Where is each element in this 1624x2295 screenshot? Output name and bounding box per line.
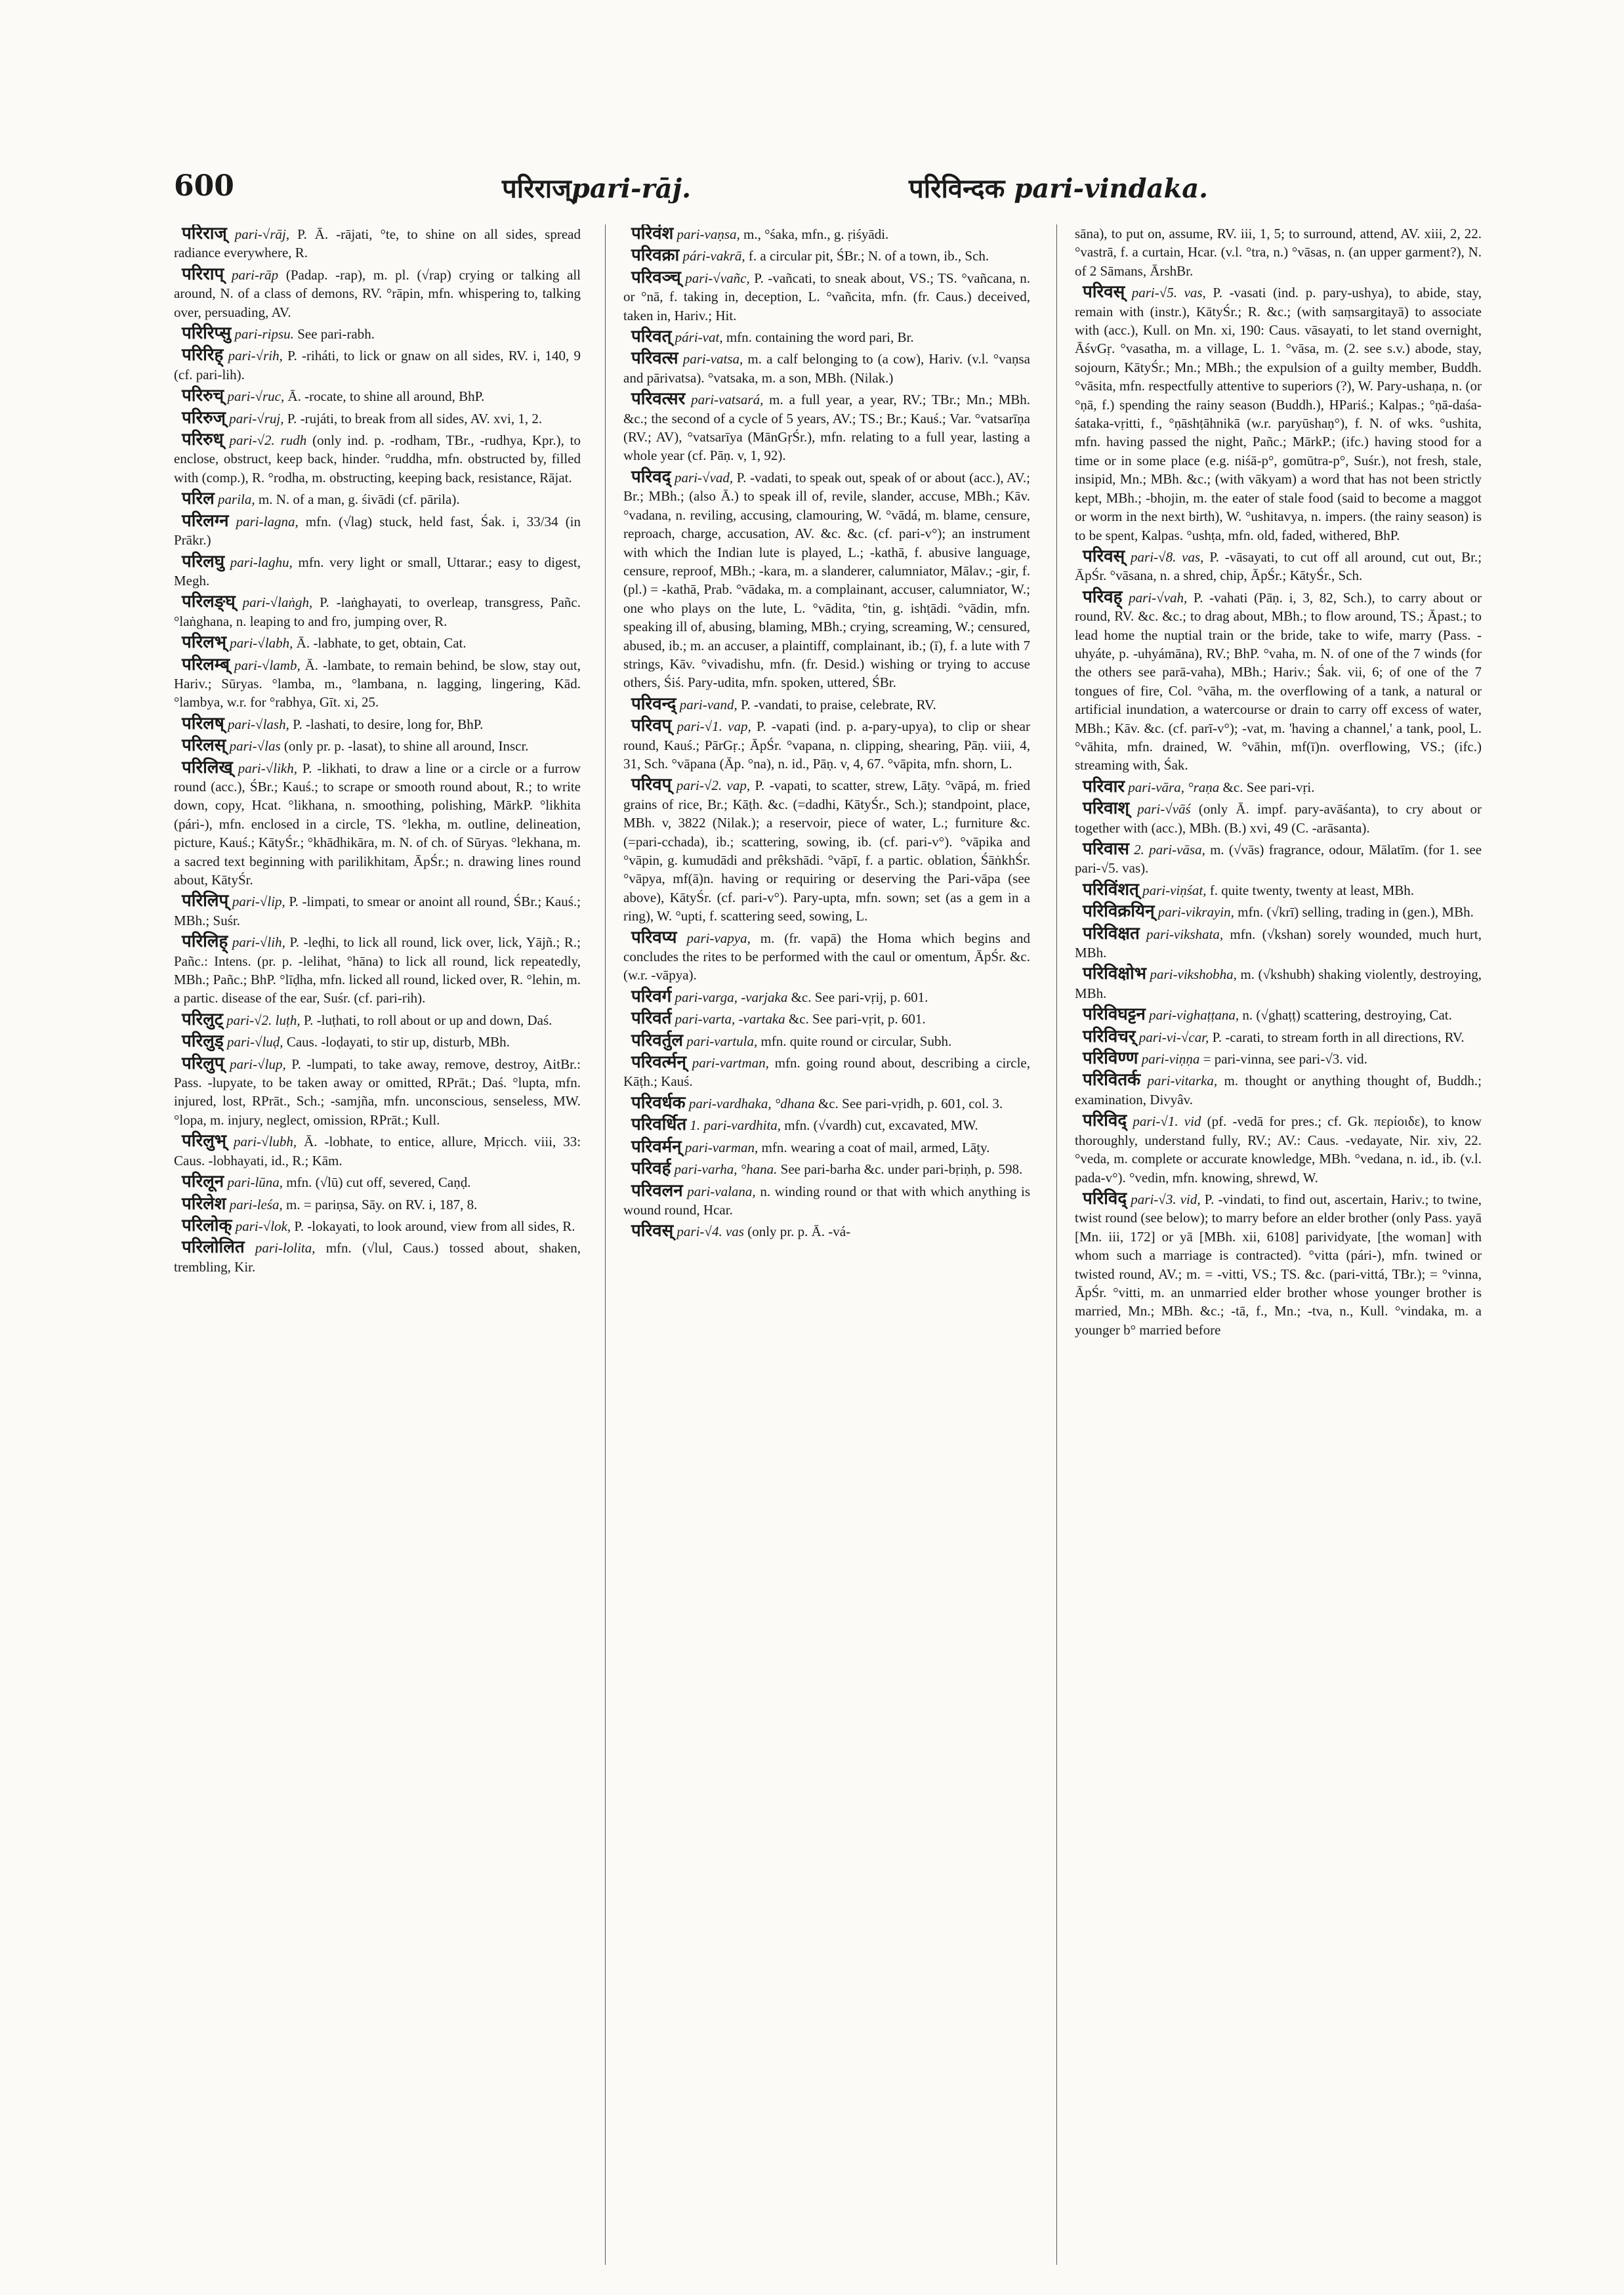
- dictionary-entry: [174, 1132, 581, 1170]
- definition-text: P. -vapati (ind. p. a-pary-upya), to clip or shear round, Kauś.; PārGṛ.; ĀpŚr. °vapana, n. clipping, shearing, Pāṇ. viii, 4, 31, Sch. °vāpana (Āp. °na), n. id., Pāṇ. v, 4, 67. °vāpita, mfn. shorn, L.: [623, 718, 1030, 772]
- definition-text: See pari-rabh.: [297, 326, 375, 342]
- headword-devanagari: परिविक्षोभ: [1083, 964, 1146, 983]
- column-2: [623, 224, 1030, 2265]
- definition-text: m. (√kshubh) shaking violently, destroying, MBh.: [1075, 966, 1482, 1001]
- headword-devanagari: परिवर्मन्: [631, 1136, 682, 1156]
- headword-transliteration: pari-viṇśat,: [1142, 882, 1207, 898]
- dictionary-entry: [1075, 588, 1482, 775]
- headword-transliteration: pari-vikshobha,: [1150, 966, 1237, 983]
- headword-transliteration: pari-√labh,: [230, 635, 293, 651]
- dictionary-entry: [623, 1182, 1030, 1220]
- headword-transliteration: pari-√las: [229, 738, 281, 755]
- dictionary-entry: [623, 268, 1030, 325]
- headword-transliteration: 1. pari-vardhita,: [690, 1117, 781, 1134]
- headword-transliteration: pari-√2. luṭh,: [226, 1012, 301, 1028]
- dictionary-entry: [1075, 283, 1482, 545]
- headword-transliteration: pari-leśa,: [229, 1196, 283, 1212]
- dictionary-entry: [174, 346, 581, 384]
- headword-devanagari: परिवन्द्: [631, 693, 677, 713]
- headword-transliteration: pari-vartman,: [692, 1055, 769, 1071]
- headword-transliteration: 2. pari-vāsa,: [1134, 842, 1205, 858]
- definition-text: P. -vasati (ind. p. pary-ushya), to abide, stay, remain with (instr.), KātyŚr.; R. &c.; (with saṃsargitayā) to associate with (acc.), Kull. on Mn. xi, 190: Caus. vāsayati, to let stand overnight, ĀśvGṛ. °vasatha, m. a village, L. 1. °vāsa, m. (2. see s.v.) abode, stay, sojourn, KātyŚr.; Mn.; MBh.; the expulsion of a guilty member, Buddh. °vāsita, mfn. respectfully attentive to superiors (?), W. Pary-ushaṇa, n. (or °ṇā, f.) spending the rainy season (Buddh.), HPariś.; Kalpas.; °ṇā-daśa-śataka-vṛitti, f., °ṇāshṭāhnikā (w.r. paryūshaṇ°), f. N. of wks. °ushita, mfn. having passed the night, Pañc.; MārkP.; (ifc.) having stood for a time or in some place (e.g. niśā-p°, gomūtra-p°, Suśr.), not fresh, stale, insipid, Mn.; MBh. &c.; (with vākyam) a word that has not been strictly kept, MBh.; -bhojin, m. the eater of stale food (said to become a maggot or worm in the next birth), W. °ushitavya, n. impers. (the rainy season) is to be spent, Kalpas. °ushṭa, mfn. old, faded, withered, BhP.: [1075, 285, 1482, 543]
- dictionary-entry: [1075, 840, 1482, 878]
- dictionary-entry: [174, 430, 581, 487]
- headword-devanagari: परिराप्: [182, 264, 224, 283]
- headword-devanagari: परिवंश: [631, 224, 674, 243]
- definition-text: mfn. (√vardh) cut, excavated, MW.: [784, 1117, 978, 1134]
- dictionary-entry: [623, 928, 1030, 985]
- headword-devanagari: परिलङ्घ्: [182, 592, 236, 611]
- dictionary-entry: [174, 1216, 581, 1235]
- headword-transliteration: pari-√likh,: [238, 760, 297, 776]
- headword-transliteration: pari-√5. vas,: [1131, 285, 1206, 301]
- headword-transliteration: pari-varta, -vartaka: [675, 1011, 785, 1027]
- dictionary-entry: [1075, 547, 1482, 585]
- definition-text: P. -vahati (Pāṇ. i, 3, 82, Sch.), to carry about or round, RV. &c. &c.; to drag about, MBh.; to flow around, TS.; Āpast.; to lead home the nuptial train or the bride, take to wife, marry (Pass. -uhyáte, p. -uhyámāna), RV.; BhP. °vaha, m. N. of one of the 7 winds (for the others see parā-vaha), MBh.; Hariv.; Śak. vii, 6; of one of the 7 tongues of fire, Col. °vāha, m. the overflowing of a tank, a natural or artificial inundation, a watercourse or drain to carry off excess of water, MBh.; Kāv. &c. (cf. parī-v°); -vat, m. 'having a channel,' a tank, pool, L. °vāhita, mfn. drained, W. °vāhin, mf(ī)n. overflowing, VS.; (ifc.) streaming with, Śak.: [1075, 589, 1482, 774]
- headword-devanagari: परिवद्: [631, 466, 671, 486]
- headword-transliteration: pari-vi-√car,: [1138, 1029, 1209, 1045]
- headword-devanagari: परिवस्: [631, 1221, 674, 1241]
- headword-transliteration: pari-vāra, °raṇa: [1128, 779, 1220, 795]
- headword-devanagari: परिवञ्च्: [631, 267, 681, 287]
- headword-devanagari: परिवक्रा: [631, 245, 680, 265]
- definition-text: n. (√ghaṭṭ) scattering, destroying, Cat.: [1242, 1007, 1452, 1023]
- definition-text: P. -riháti, to lick or gnaw on all sides, RV. i, 140, 9 (cf. pari-lih).: [174, 348, 581, 382]
- headword-transliteration: pari-valana,: [687, 1183, 756, 1199]
- dictionary-entry: [174, 932, 581, 1008]
- definition-text: Ā. -lambate, to remain behind, be slow, stay out, Hariv.; Sūryas. °lamba, m., °lambana, n. lagging, lingering, Kād. °lambya, w.r. for °rabhya, Gīt. xi, 25.: [174, 657, 581, 711]
- definition-text: mfn. (√kshan) sorely wounded, much hurt, MBh.: [1075, 926, 1482, 961]
- definition-text: P. -vāsayati, to cut off all around, cut out, Br.; ĀpŚr. °vāsana, n. a shred, chip, ĀpŚr.; KātyŚr., Sch.: [1075, 548, 1482, 584]
- headword-transliteration: pari-√vañc,: [685, 270, 750, 286]
- headword-transliteration: pari-√ruc,: [227, 388, 285, 405]
- headword-transliteration: pari-√3. vid,: [1131, 1191, 1201, 1207]
- definition-text: m. = pariṇsa, Sāy. on RV. i, 187, 8.: [286, 1196, 478, 1212]
- headword-transliteration: pari-vikrayin,: [1157, 904, 1234, 920]
- headword-devanagari: परिवप्: [631, 716, 672, 735]
- headword-devanagari: परिवत्सर: [631, 389, 686, 409]
- headword-devanagari: परिलस्: [182, 735, 226, 755]
- headword-devanagari: परिलम्ब्: [182, 654, 230, 674]
- headword-transliteration: pari-√vāś: [1137, 801, 1191, 817]
- column-divider: [605, 224, 606, 2265]
- dictionary-entry: [174, 265, 581, 321]
- definition-text: f. quite twenty, twenty at least, MBh.: [1209, 882, 1414, 898]
- dictionary-entry: [1075, 880, 1482, 899]
- headword-transliteration: pari-√rih,: [228, 348, 283, 364]
- dictionary-entry: [174, 1195, 581, 1214]
- headword-transliteration: pari-√lash,: [228, 716, 289, 732]
- headword-devanagari: परिविघट्टन: [1083, 1004, 1146, 1024]
- definition-text: m., °śaka, mfn., g. ṛiśyādi.: [743, 226, 889, 242]
- headword-transliteration: pari-lolita,: [255, 1240, 316, 1256]
- headword-devanagari: परिवप्: [631, 775, 672, 795]
- headword-devanagari: परिवलन: [631, 1180, 683, 1200]
- headword-transliteration: pári-vakrā,: [682, 248, 745, 264]
- dictionary-entry: [623, 1031, 1030, 1050]
- definition-text: n. winding round or that with which anything is wound round, Hcar.: [623, 1183, 1030, 1218]
- headword-transliteration: pari-√lamb,: [234, 657, 301, 673]
- column-3: [1075, 224, 1482, 2265]
- headword-devanagari: परिरुज्: [182, 407, 226, 427]
- definition-text: mfn. wearing a coat of mail, armed, Lāṭy.: [761, 1139, 990, 1155]
- headword-transliteration: pari-√rāj,: [234, 226, 290, 242]
- headword-devanagari: परिलुभ्: [182, 1131, 227, 1151]
- headword-transliteration: pári-vat,: [675, 329, 723, 346]
- headword-devanagari: परिवस्: [1083, 546, 1125, 566]
- headword-devanagari: परिवर्ग: [631, 986, 672, 1006]
- definition-text: &c. See pari-vṛidh, p. 601, col. 3.: [818, 1095, 1003, 1111]
- definition-text: m. (√vās) fragrance, odour, Mālatīm. (for 1. see pari-√5. vas).: [1075, 842, 1482, 877]
- headword-devanagari: परिलघु: [182, 551, 225, 571]
- headword-devanagari: परिलेश: [182, 1193, 226, 1213]
- dictionary-entry: [174, 655, 581, 712]
- running-head-right-deva: परिविन्दक: [909, 173, 1005, 204]
- definition-text: P. -carati, to stream forth in all directions, RV.: [1212, 1029, 1465, 1045]
- dictionary-entry: [1075, 1189, 1482, 1339]
- definition-text: Ā. -lobhate, to entice, allure, Mṛicch. viii, 33: Caus. -lobhayati, id., R.; Kām.: [174, 1134, 581, 1168]
- headword-transliteration: pari-√ruj,: [229, 410, 284, 426]
- headword-transliteration: pari-vartula,: [686, 1033, 758, 1049]
- dictionary-entry: [623, 987, 1030, 1006]
- definition-text: P. -vindati, to find out, ascertain, Hariv.; to twine, twist round (see below); to marry before an elder brother (only Pass. yayā [Mn. iii, 172] or yā [MBh. xii, 6108] parividyate, [the woman] with whom such a marriage is contracted). °vitta (pári-), mfn. twined or twisted round, AV.; m. = -vitti, VS.; TS. &c. (pari-vittá, TBr.); = °vinna, ĀpŚr. °vitti, m. an unmarried elder brother whose younger brother is married, Mn.; MBh. &c.; -tā, f., Mn.; -tva, n., Kull. °vindaka, m. a younger b° married before: [1075, 1191, 1482, 1338]
- dictionary-entry: [174, 409, 581, 428]
- dictionary-entry: [174, 1172, 581, 1191]
- headword-devanagari: परिरिह्: [182, 345, 224, 365]
- headword-devanagari: परिविक्रयिन्: [1083, 901, 1155, 921]
- column-1: [174, 224, 581, 2265]
- definition-text: P. -lokayati, to look around, view from all sides, R.: [294, 1218, 575, 1234]
- dictionary-entry: [623, 1159, 1030, 1178]
- definition-text: &c. See pari-vṛij, p. 601.: [791, 989, 928, 1005]
- dictionary-entry: [174, 1032, 581, 1051]
- definition-text: (Padap. -rap), m. pl. (√rap) crying or talking all around, N. of a class of demons, RV. °rāpin, mfn. whispering to, talking over, persuading, AV.: [174, 266, 581, 320]
- headword-devanagari: परिलभ्: [182, 632, 227, 652]
- dictionary-entry: [174, 386, 581, 405]
- dictionary-entry: [623, 716, 1030, 773]
- headword-transliteration: pari-vardhaka, °dhana: [688, 1095, 815, 1111]
- definition-text: Caus. -loḍayati, to stir up, disturb, MBh.: [286, 1034, 510, 1050]
- headword-devanagari: परिलुट्: [182, 1009, 223, 1029]
- dictionary-entry: [623, 1009, 1030, 1028]
- definition-text: mfn. quite round or circular, Subh.: [760, 1033, 952, 1049]
- headword-transliteration: pari-√lih,: [232, 934, 285, 951]
- dictionary-entry: [174, 1238, 581, 1276]
- headword-transliteration: pari-√lip,: [232, 894, 285, 910]
- headword-devanagari: परिविद्: [1083, 1188, 1127, 1208]
- definition-text: mfn. (√lag) stuck, held fast, Śak. i, 33/34 (in Prākr.): [174, 513, 581, 548]
- dictionary-entry: [174, 1010, 581, 1029]
- definition-text: P. -vañcati, to sneak about, VS.; TS. °vañcana, n. or °nā, f. taking in, deception, L. °vañcita, mfn. (fr. Caus.) deceived, taken in, Hariv.; Hit.: [623, 270, 1030, 323]
- definition-text: P. -leḍhi, to lick all round, lick over, lick, Yājñ.; R.; Pañc.: Intens. (pr. p. -lelihat, °hāna) to lick all round, lick repeatedly, MBh.; Pañc.; BhP. °līḍha, mfn. licked all round, licked over, R. °lehin, m. a partic. disease of the ear, Suśr. (cf. pari-rih).: [174, 934, 581, 1006]
- dictionary-entry: [623, 1222, 1030, 1241]
- dictionary-entry: [1075, 964, 1482, 1003]
- dictionary-entry: [174, 633, 581, 652]
- headword-transliteration: pari-vikshata,: [1146, 926, 1224, 942]
- headword-transliteration: pari-√8. vas,: [1131, 548, 1204, 565]
- headword-transliteration: pari-√lup,: [230, 1056, 286, 1072]
- headword-transliteration: pari-√2. vap,: [676, 777, 751, 794]
- headword-devanagari: परिवर्धक: [631, 1092, 686, 1112]
- headword-transliteration: parila,: [218, 491, 255, 508]
- headword-devanagari: परिवत्: [631, 327, 672, 346]
- definition-text: See pari-barha &c. under pari-bṛiṇh, p. 598.: [780, 1161, 1023, 1178]
- definition-text: = pari-vinna, see pari-√3. vid.: [1203, 1051, 1367, 1067]
- headword-transliteration: pari-vitarka,: [1147, 1073, 1218, 1089]
- dictionary-entry: [1075, 1071, 1482, 1109]
- dictionary-entry: [623, 327, 1030, 346]
- dictionary-entry: [1075, 1005, 1482, 1024]
- running-head-right-translit: pari-vindaka.: [1014, 173, 1209, 204]
- headword-devanagari: परिविंशत्: [1083, 879, 1139, 899]
- definition-text: P. -laṅghayati, to overleap, transgress, Pañc. °laṅghana, n. leaping to and fro, jumping over, R.: [174, 594, 581, 629]
- dictionary-entry: [174, 758, 581, 890]
- dictionary-entry: [174, 714, 581, 734]
- headword-devanagari: परिलष्: [182, 713, 224, 733]
- headword-transliteration: pari-lagna,: [236, 513, 299, 529]
- headword-devanagari: परिविण्ण: [1083, 1048, 1138, 1068]
- headword-transliteration: pari-√2. rudh: [229, 432, 307, 449]
- dictionary-entry: [1075, 799, 1482, 837]
- headword-transliteration: pari-√lubh,: [234, 1134, 297, 1150]
- dictionary-entry: [623, 349, 1030, 387]
- dictionary-entry: [174, 224, 581, 262]
- headword-devanagari: परिल: [182, 489, 215, 508]
- running-head-left-translit: pari-rāj.: [571, 173, 691, 204]
- definition-text: mfn. going round about, describing a circle, Kāṭh.; Kauś.: [623, 1055, 1030, 1090]
- headword-devanagari: परिविद्: [1083, 1111, 1127, 1130]
- headword-devanagari: परिलुड्: [182, 1031, 224, 1051]
- headword-transliteration: pari-vaṇsa,: [677, 226, 740, 242]
- dictionary-entry: [1075, 224, 1482, 280]
- page-header: [174, 169, 1486, 209]
- definition-text: P. -rujáti, to break from all sides, AV. xvi, 1, 2.: [287, 410, 543, 426]
- definition-text: P. -lashati, to desire, long for, BhP.: [293, 716, 484, 732]
- page-number: 600: [174, 169, 234, 203]
- dictionary-entry: [623, 1053, 1030, 1091]
- dictionary-entry: [623, 468, 1030, 692]
- definition-text: m. a calf belonging to (a cow), Hariv. (v.l. °vaṇsa and pārivatsa). °vatsaka, m. a son, MBh. (Nilak.): [623, 351, 1030, 386]
- definition-text: m. thought or anything thought of, Buddh.; examination, Divyâv.: [1075, 1073, 1482, 1107]
- definition-text: P. -vandati, to praise, celebrate, RV.: [741, 696, 936, 713]
- headword-devanagari: परिरिप्सु: [182, 323, 232, 343]
- dictionary-entry: [623, 1094, 1030, 1113]
- column-divider: [1056, 224, 1057, 2265]
- headword-devanagari: परिरुध्: [182, 430, 224, 449]
- headword-devanagari: परिवर्त्मन्: [631, 1052, 686, 1072]
- headword-devanagari: परिलोक्: [182, 1215, 232, 1235]
- headword-transliteration: pari-√vad,: [675, 469, 734, 486]
- headword-devanagari: परिवर्त: [631, 1008, 672, 1028]
- definition-text: &c. See pari-vṛit, p. 601.: [788, 1011, 926, 1027]
- headword-transliteration: pari-lūna,: [227, 1174, 283, 1191]
- headword-devanagari: परिवस्: [1083, 282, 1125, 302]
- headword-devanagari: परिवर्तुल: [631, 1030, 684, 1050]
- headword-devanagari: परिलिह्: [182, 932, 228, 951]
- definition-text: sāna), to put on, assume, RV. iii, 1, 5; to surround, attend, AV. xiii, 2, 22. °vastrā, f. a curtain, Hcar. (v.l. °tra, n.) °vāsas, n. (an upper garment?), N. of 2 Sāmans, ĀrshBr.: [1075, 226, 1482, 279]
- headword-devanagari: परिलग्न: [182, 510, 229, 530]
- dictionary-entry: [174, 512, 581, 550]
- definition-text: f. a circular pit, ŚBr.; N. of a town, ib., Sch.: [748, 248, 989, 264]
- headword-transliteration: pari-ripsu.: [234, 326, 294, 342]
- definition-text: m. N. of a man, g. śivādi (cf. pārila).: [258, 491, 460, 508]
- definition-text: mfn. (√lū) cut off, severed, Caṇḍ.: [286, 1174, 471, 1191]
- definition-text: (pf. -vedā for pres.; cf. Gk. περίοιδε), to know thoroughly, understand fully, RV.; AV.: Caus. -vedayate, Nir. xiv, 22. °veda, m. complete or accurate knowledge, MBh. °vedana, n. id., ib. (v.l. pada-v°). °vedin, mfn. knowing, shrewd, W.: [1075, 1113, 1482, 1186]
- headword-transliteration: pari-varga, -varjaka: [675, 989, 788, 1005]
- definition-text: Ā. -rocate, to shine all around, BhP.: [287, 388, 485, 405]
- definition-text: P. -lumpati, to take away, remove, destroy, AitBr.: Pass. -lupyate, to be taken away or omitted, RPrāt.; Daś. °lupta, mfn. injured, lost, RPrāt., Sch.; -samjña, mfn. unconscious, senseless, MW. °lopa, m. injury, neglect, omission, RPrāt.; Kull.: [174, 1056, 581, 1128]
- dictionary-entry: [1075, 1027, 1482, 1046]
- headword-transliteration: pari-viṇṇa: [1141, 1051, 1200, 1067]
- headword-transliteration: pari-rāp: [231, 266, 279, 283]
- headword-transliteration: pari-√luḍ,: [226, 1034, 283, 1050]
- dictionary-entry: [174, 552, 581, 590]
- running-head-left-deva: परिराज्: [502, 173, 572, 204]
- dictionary-entry: [174, 592, 581, 631]
- definition-text: P. -luṭhati, to roll about or up and down, Daś.: [303, 1012, 552, 1028]
- headword-transliteration: pari-√lok,: [235, 1218, 291, 1234]
- definition-text: P. -vadati, to speak out, speak of or about (acc.), AV.; Br.; MBh.; (also Ā.) to speak ill of, revile, slander, accuse, MBh.; Kāv. °vadana, n. reviling, accusing, clamouring, W. °vādá, m. blame, censure, reproach, charge, accusation, AV. &c. &c. (cf. pari-v°); an instrument with which the Indian lute is played, L.; -kathā, f. abusive language, censure, reproof, MBh.; -kara, m. a slanderer, calumniator, Mālav.; -gir, f. (pl.) = -kathā, Prab. °vādaka, m. a complainant, accuser, calumniator, W.; one who plays on the lute, L. °vādita, °tin, g. ishṭādi. °vādin, mfn. speaking ill of, abusing, blaming, MBh.; crying, screaming, W.; censured, abused, ib.; m. an accuser, a plaintiff, complainant, ib.; (ī), f. a lute with 7 strings, Kāv. °vivadishu, mfn. (fr. Desid.) wishing or trying to accuse others, Śiś. Pary-udita, mfn. spoken, uttered, ŚBr.: [623, 469, 1030, 691]
- definition-text: P. -vapati, to scatter, strew, Lāṭy. °vāpá, m. fried grains of rice, Br.; Kāṭh. &c. (=dadhi, KātyŚr., Sch.); standpoint, place, MBh. v, 3822 (Nilak.); a reservoir, piece of water, L.; furniture &c. (=pari-cchada), ib.; scattering, sowing, ib. (cf. pari-v°). °vāpika and °vāpin, g. kumudādi and prêkshādi. °vāpī, f. a partic. oblation, ŚāṅkhŚr. °vāpya, mf(ā)n. having or requiring or deserving the Pari-vāpa (see above), KātyŚr. (cf. pari-v°). Pary-upta, mfn. sown; set (as a gem in a ring), W. °upti, f. scattering seed, sowing, L.: [623, 777, 1030, 924]
- dictionary-entry: [174, 1054, 581, 1130]
- dictionary-entry: [623, 1138, 1030, 1157]
- running-head-left: [502, 169, 691, 205]
- dictionary-entry: [174, 324, 581, 343]
- headword-transliteration: pari-vapya,: [686, 930, 751, 946]
- headword-devanagari: परिवह्: [1083, 587, 1123, 606]
- dictionary-entry: [623, 775, 1030, 925]
- dictionary-entry: [1075, 777, 1482, 796]
- headword-devanagari: परिलिप्: [182, 891, 229, 911]
- running-head-right: [909, 169, 1208, 205]
- headword-devanagari: परिराज्: [182, 224, 227, 243]
- headword-devanagari: परिविचर्: [1083, 1026, 1136, 1046]
- headword-devanagari: परिलुप्: [182, 1053, 224, 1073]
- definition-text: P. -limpati, to smear or anoint all round, ŚBr.; Kauś.; MBh.; Suśr.: [174, 894, 581, 928]
- headword-transliteration: pari-vighaṭṭana,: [1149, 1007, 1239, 1023]
- headword-devanagari: परिलोलित: [182, 1237, 245, 1257]
- headword-transliteration: pari-varman,: [684, 1139, 759, 1155]
- headword-devanagari: परिलिख्: [182, 757, 233, 777]
- definition-text: (only pr. p. -lasat), to shine all around, Inscr.: [283, 738, 529, 755]
- headword-devanagari: परिवितर्क: [1083, 1070, 1141, 1090]
- definition-text: mfn. (√lul, Caus.) tossed about, shaken, trembling, Kir.: [174, 1240, 581, 1275]
- definition-text: mfn. containing the word pari, Br.: [726, 329, 914, 346]
- definition-text: mfn. (√krī) selling, trading in (gen.), MBh.: [1238, 904, 1474, 920]
- dictionary-entry: [1075, 902, 1482, 921]
- dictionary-entry: [174, 892, 581, 930]
- definition-text: P. Ā. -rājati, °te, to shine on all sides, spread radiance everywhere, R.: [174, 226, 581, 261]
- dictionary-entry: [623, 695, 1030, 714]
- dictionary-entry: [1075, 1111, 1482, 1187]
- dictionary-entry: [1075, 924, 1482, 962]
- headword-devanagari: परिवास: [1083, 839, 1129, 858]
- headword-transliteration: pari-vatsa,: [682, 351, 743, 367]
- definition-text: mfn. very light or small, Uttarar.; easy to digest, Megh.: [174, 554, 581, 589]
- headword-devanagari: परिवार: [1083, 776, 1125, 796]
- headword-transliteration: pari-√laṅgh,: [242, 594, 313, 611]
- headword-transliteration: pari-varha, °hana.: [674, 1161, 778, 1178]
- headword-devanagari: परिवत्स: [631, 348, 678, 368]
- headword-transliteration: pari-√vah,: [1129, 589, 1188, 606]
- headword-devanagari: परिवर्धित: [631, 1115, 687, 1134]
- dictionary-entry: [623, 1115, 1030, 1134]
- definition-text: (only ind. p. -rodham, TBr., -rudhya, Kpr.), to enclose, obstruct, keep back, hinder. °ruddha, mfn. obstructed by, filled with (comp.), R. °rodha, m. obstructing, keeping back, resistance, Rājat.: [174, 432, 581, 486]
- headword-devanagari: परिवाश्: [1083, 798, 1130, 818]
- dictionary-entry: [623, 224, 1030, 243]
- headword-transliteration: pari-√4. vas: [677, 1224, 744, 1240]
- definition-text: (only Ā. impf. pary-avāśanta), to cry about or together with (acc.), MBh. (B.) xvi, 49 (C. -arāsanta).: [1075, 801, 1482, 836]
- dictionary-entry: [623, 246, 1030, 265]
- definition-text: P. -likhati, to draw a line or a circle or a furrow round (acc.), ŚBr.; Kauś.; to scrape or smooth round about, R.; to write down, copy, Hcat. °likhana, n. smoothing, polishing, MārkP. °likhita (pári-), mfn. enclosed in a circle, TS. °lekha, m. outline, delineation, picture, Kauś.; KātyŚr.; °khādhikāra, m. N. of ch. of Sūryas. °lekhana, m. a sacred text beginning with parilikhitam, ĀpŚr.; n. drawing lines round about, KātyŚr.: [174, 760, 581, 888]
- dictionary-entry: [1075, 1049, 1482, 1068]
- definition-text: (only pr. p. Ā. -vá-: [747, 1224, 851, 1240]
- headword-devanagari: परिविक्षत: [1083, 923, 1140, 943]
- dictionary-entry: [174, 489, 581, 508]
- definition-text: m. (fr. vapā) the Homa which begins and concludes the rites to be performed with the caul or omentum, ĀpŚr. &c. (w.r. -vāpya).: [623, 930, 1030, 983]
- headword-transliteration: pari-laghu,: [230, 554, 293, 570]
- headword-transliteration: pari-vand,: [679, 696, 738, 713]
- headword-transliteration: pari-√1. vap,: [677, 718, 751, 735]
- definition-text: &c. See pari-vṛi.: [1222, 779, 1315, 795]
- dictionary-entry: [623, 390, 1030, 465]
- dictionary-entry: [174, 736, 581, 755]
- definition-text: Ā. -labhate, to get, obtain, Cat.: [296, 635, 467, 651]
- headword-transliteration: pari-vatsará,: [691, 392, 764, 408]
- headword-devanagari: परिरुच्: [182, 386, 224, 405]
- headword-devanagari: परिवर्ह: [631, 1159, 671, 1178]
- headword-transliteration: pari-√1. vid: [1133, 1113, 1201, 1130]
- headword-devanagari: परिवप्य: [631, 927, 677, 947]
- definition-text: m. a full year, a year, RV.; TBr.; Mn.; MBh. &c.; the second of a cycle of 5 years, AV.; TS.; Br.; Kauś.; Var. °vatsarīṇa (RV.; AV), °vatsarīya (MānGṛŚr.), mfn. relating to a full year, lasting a whole year (cf. Pāṇ. v, 1, 92).: [623, 392, 1030, 464]
- headword-devanagari: परिलून: [182, 1172, 224, 1191]
